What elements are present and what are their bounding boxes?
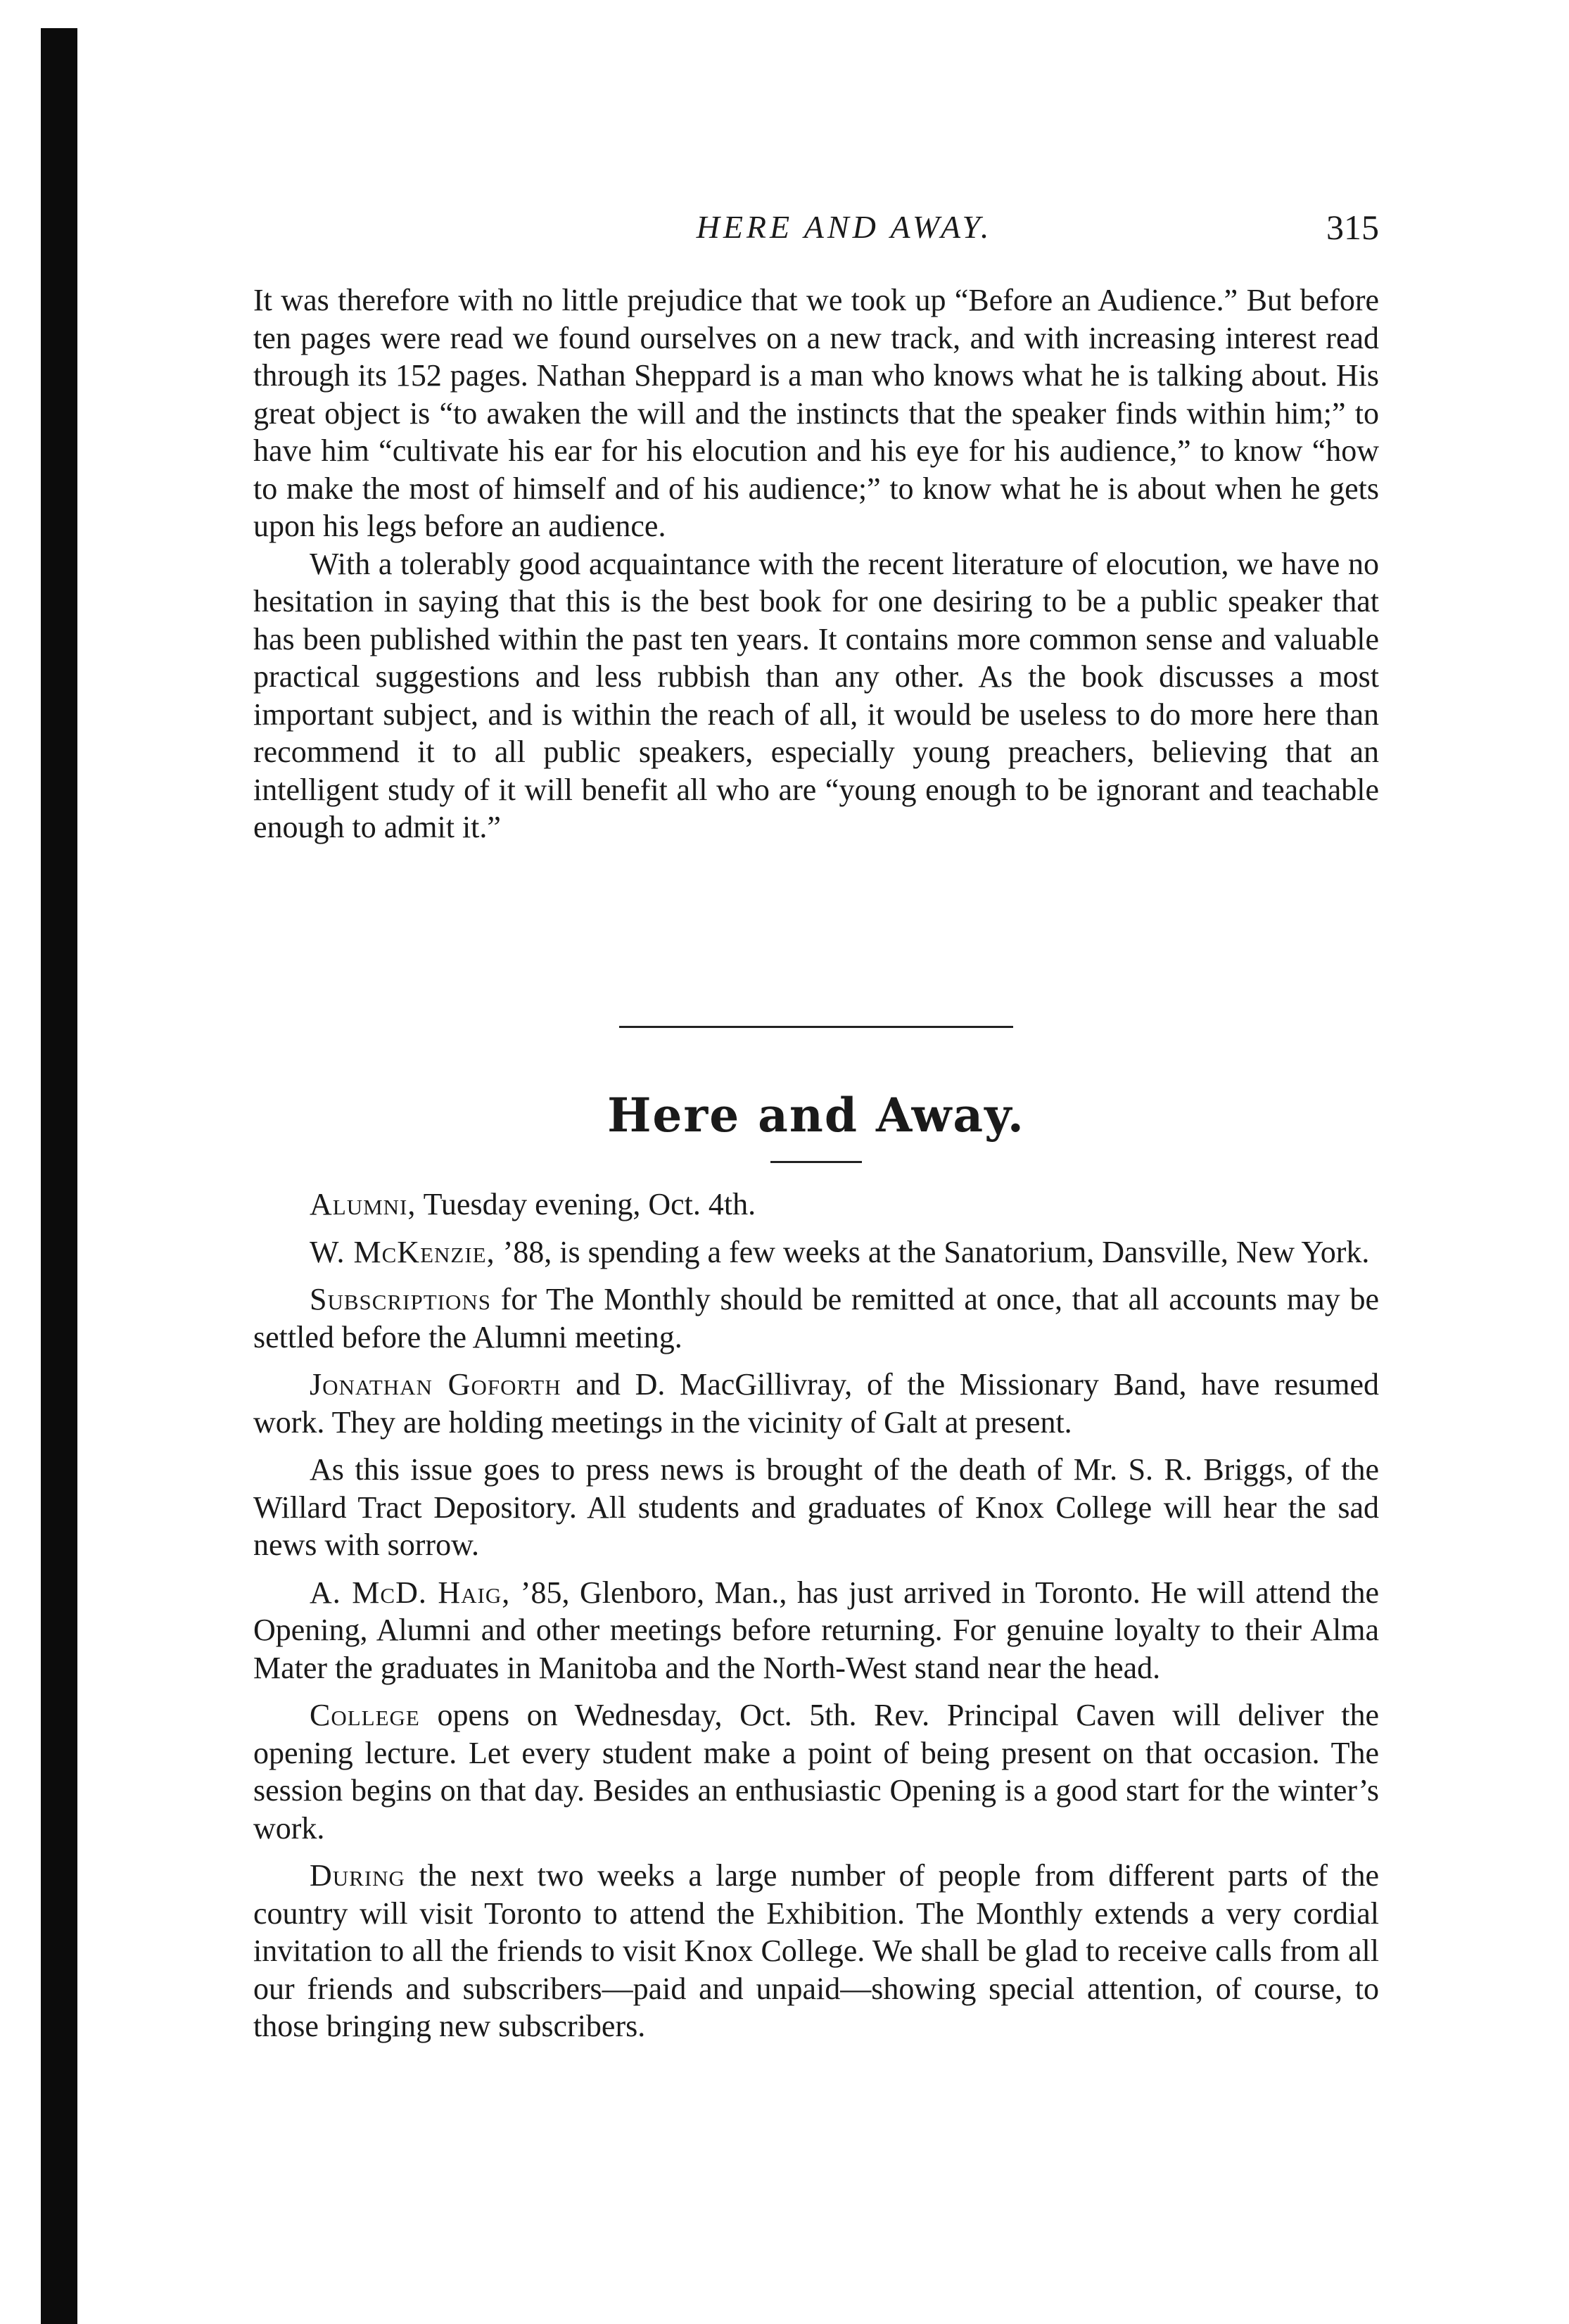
note-item [253,1696,1379,1847]
note-item [253,1281,1379,1356]
note-lead: During [310,1858,405,1893]
page-header [253,203,1379,252]
note-item [253,1366,1379,1441]
note-lead: Subscriptions [310,1282,491,1316]
review-paragraph-2: With a tolerably good acquaintance with the recent literature of elocution, we have no hesitation in saying that this is the best book for one desiring to be a public speaker that has been published within the past ten years. It contains more common sense and valuable practical suggestions and less rubbish than any other. As the book discusses a most important subject, and is within the reach of all, it would be useless to do more here than recommend it to all public speakers, especially young preachers, believing that an intelligent study of it will benefit all who are “young enough to be ignorant and teachable enough to admit it.” [253,546,1379,844]
news-notes [253,1186,1379,2055]
note-item [253,1186,1379,1224]
note-text: for The Monthly should be remitted at once, that all accounts may be settled before the Alumni meeting. [253,1282,1379,1354]
title-underline [770,1161,862,1163]
note-text: the next two weeks a large number of people from different parts of the country will visit Toronto to attend the Exhibition. The Monthly extends a very cordial invitation to all the friends to visit Knox College. We shall be glad to receive calls from all our friends and subscribers—paid and unpaid—showing special attention, of course, to those bringing new subscribers. [253,1858,1379,2043]
note-text: and D. MacGillivray, of the Missionary Band, have resumed work. They are holding meetings in the vicinity of Galt at present. [253,1367,1380,1440]
note-lead: Alumni, [310,1187,417,1221]
note-text: ’85, Glenboro, Man., has just arrived in Toronto. He will attend the Opening, Alumni and other meetings before returning. For genuine loyalty to their Alma Mater the graduates in Manitoba and the North-West stand near the head. [253,1575,1379,1685]
page-number: 315 [1326,208,1379,247]
note-text: opens on Wednesday, Oct. 5th. Rev. Principal Caven will deliver the opening lecture. Let every student make a point of being present on that occasion. The session begins on that day. Besides an enthusiastic Opening is a good start for the winter’s work. [253,1698,1379,1846]
review-paragraph-1: It was therefore with no little prejudice that we took up “Before an Audience.” But before ten pages were read we found ourselves on a new track, and with increasing interest read through its 152 pages. Nathan Sheppard is a man who knows what he is talking about. His great object is “to awaken the will and the instincts that the speaker finds within him;” to have him “cultivate his ear for his elocution and his eye for his audience,” to know “how to make the most of himself and of his audience;” to know what he is about when he gets upon his legs before an audience. [253,283,1379,543]
note-lead: College [310,1698,420,1732]
note-lead: A. McD. Haig, [310,1575,511,1610]
section-divider [619,1026,1013,1028]
page-binding-edge [41,28,77,2324]
section-title: Here and Away. [607,1088,1025,1143]
note-lead: W. McKenzie, [310,1234,495,1269]
note-item [253,1857,1379,2045]
note-text: this issue goes to press news is brought of the death of Mr. S. R. Briggs, of the Willard Tract Depository. All students and graduates of Knox College will hear the sad news with sorrow. [253,1452,1379,1562]
note-item [253,1451,1379,1564]
book-review [253,281,1379,846]
note-lead: Jonathan Goforth [310,1367,561,1402]
note-text: ’88, is spending a few weeks at the Sanatorium, Dansville, New York. [495,1234,1370,1269]
note-item [253,1233,1379,1271]
running-head: HERE AND AWAY. [696,209,993,245]
note-item [253,1574,1379,1687]
note-lead: As [310,1452,344,1487]
note-text: Tuesday evening, Oct. 4th. [416,1187,756,1221]
